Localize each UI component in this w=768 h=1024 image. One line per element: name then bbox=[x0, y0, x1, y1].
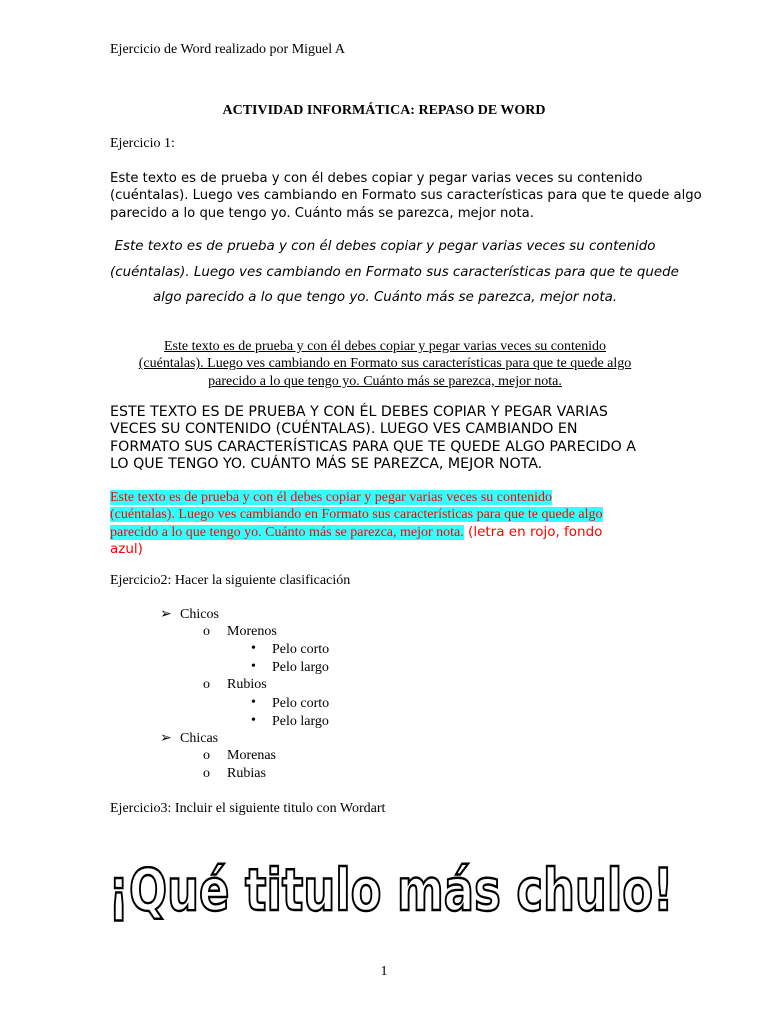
dot-bullet-icon: • bbox=[251, 713, 256, 728]
exercise-3-label: Ejercicio3: Incluir el siguiente titulo con Wordart bbox=[110, 801, 386, 816]
document-header: Ejercicio de Word realizado por Miguel A bbox=[110, 42, 345, 57]
paragraph-underlined bbox=[110, 338, 660, 390]
paragraph-line: Este texto es de prueba y con él debes copiar y pegar varias veces su contenido bbox=[110, 490, 552, 505]
paragraph-line: Este texto es de prueba y con él debes copiar y pegar varias veces su contenido bbox=[164, 339, 606, 354]
paragraph-line: ESTE TEXTO ES DE PRUEBA Y CON ÉL DEBES COPIAR Y PEGAR VARIAS bbox=[110, 404, 608, 420]
exercise-2-label: Ejercicio2: Hacer la siguiente clasificación bbox=[110, 573, 351, 588]
paragraph-line: LO QUE TENGO YO. CUÁNTO MÁS SE PAREZCA, MEJOR NOTA. bbox=[110, 456, 543, 473]
paragraph-line: (cuéntalas). Luego ves cambiando en Formato sus características para que te quede algo bbox=[110, 507, 603, 523]
wordart-text: ¡Qué titulo más chulo! bbox=[108, 856, 674, 924]
paragraph-line: Este texto es de prueba y con él debes copiar y pegar varias veces su contenido bbox=[110, 171, 643, 186]
list-item: Pelo corto bbox=[272, 642, 330, 657]
paragraph-line: Este texto es de prueba y con él debes copiar y pegar varias veces su contenido bbox=[114, 239, 656, 254]
paragraph-line: (cuéntalas). Luego ves cambiando en Formato sus características para que te quede algo bbox=[110, 188, 702, 204]
list-item: Rubias bbox=[227, 766, 266, 781]
dot-bullet-icon: • bbox=[251, 695, 256, 710]
circle-bullet-icon: o bbox=[203, 748, 210, 763]
dot-bullet-icon: • bbox=[251, 641, 256, 656]
list-item: Morenas bbox=[227, 748, 276, 763]
paragraph-uppercase bbox=[110, 404, 660, 474]
circle-bullet-icon: o bbox=[203, 766, 210, 781]
list-item: Rubios bbox=[227, 677, 267, 692]
exercise-1-label: Ejercicio 1: bbox=[110, 136, 175, 151]
paragraph-italic bbox=[110, 234, 679, 311]
dot-bullet-icon: • bbox=[251, 659, 256, 674]
arrow-bullet-icon: ➢ bbox=[160, 607, 172, 622]
list-item: Pelo largo bbox=[272, 714, 329, 729]
paragraph-highlighted bbox=[110, 489, 660, 558]
list-item: Chicos bbox=[180, 607, 219, 622]
paragraph-line: algo parecido a lo que tengo yo. Cuánto más se parezca, mejor nota. bbox=[152, 290, 618, 306]
arrow-bullet-icon: ➢ bbox=[160, 731, 172, 746]
paragraph-line: FORMATO SUS CARACTERÍSTICAS PARA QUE TE QUEDE ALGO PARECIDO A bbox=[110, 438, 636, 455]
circle-bullet-icon: o bbox=[203, 624, 210, 639]
list-item: Chicas bbox=[180, 731, 219, 746]
list-item: Morenos bbox=[227, 624, 277, 639]
list-item: Pelo largo bbox=[272, 660, 329, 675]
format-note: (letra en rojo, fondo bbox=[463, 523, 603, 540]
paragraph-plain bbox=[110, 170, 702, 222]
document-title: ACTIVIDAD INFORMÁTICA: REPASO DE WORD bbox=[222, 103, 546, 118]
paragraph-line: parecido a lo que tengo yo. Cuánto más se parezca, mejor nota. bbox=[110, 524, 464, 540]
wordart-title bbox=[104, 838, 679, 928]
paragraph-line: parecido a lo que tengo yo. Cuánto más se parezca, mejor nota. bbox=[110, 205, 534, 221]
paragraph-line: (cuéntalas). Luego ves cambiando en Formato sus características para que te quede algo bbox=[138, 356, 632, 372]
paragraph-line: (cuéntalas). Luego ves cambiando en Formato sus características para que te quede bbox=[110, 264, 679, 280]
paragraph-line: parecido a lo que tengo yo. Cuánto más se parezca, mejor nota. bbox=[208, 373, 562, 389]
list-item: Pelo corto bbox=[272, 696, 330, 711]
page-number: 1 bbox=[380, 964, 388, 979]
format-note: azul) bbox=[110, 540, 143, 557]
paragraph-line: VECES SU CONTENIDO (CUÉNTALAS). LUEGO VES CAMBIANDO EN bbox=[110, 421, 578, 438]
circle-bullet-icon: o bbox=[203, 677, 210, 692]
